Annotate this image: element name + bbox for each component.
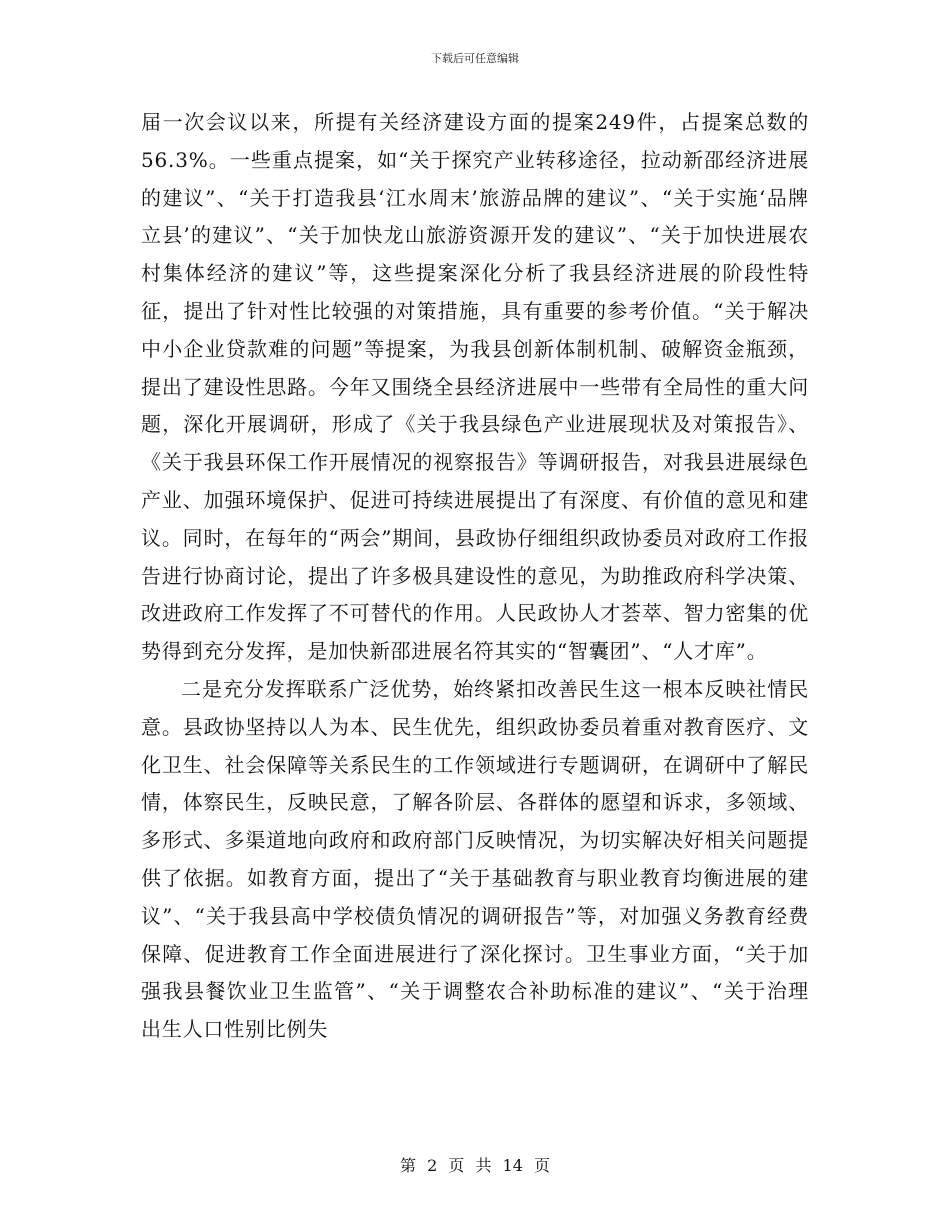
page-footer: 第 2 页 共 14 页 xyxy=(400,1156,550,1175)
document-body xyxy=(141,104,809,1049)
paragraph-1: 届一次会议以来，所提有关经济建设方面的提案249件，占提案总数的56.3%。一些重点提案，如“关于探究产业转移途径，拉动新邵经济进展的建议”、“关于打造我县‘江水周末’旅游品牌的建议”、“关于实施‘品牌立县’的建议”、“关于加快龙山旅游资源开发的建议”、“关于加快进展农村集体经济的建议”等，这些提案深化分析了我县经济进展的阶段性特征，提出了针对性比较强的对策措施，具有重要的参考价值。“关于解决中小企业贷款难的问题”等提案，为我县创新体制机制、破解资金瓶颈，提出了建设性思路。今年又围绕全县经济进展中一些带有全局性的重大问题，深化开展调研，形成了《关于我县绿色产业进展现状及对策报告》、《关于我县环保工作开展情况的视察报告》等调研报告，对我县进展绿色产业、加强环境保护、促进可持续进展提出了有深度、有价值的意见和建议。同时，在每年的“两会”期间，县政协仔细组织政协委员对政府工作报告进行协商讨论，提出了许多极具建设性的意见，为助推政府科学决策、改进政府工作发挥了不可替代的作用。人民政协人才荟萃、智力密集的优势得到充分发挥，是加快新邵进展名符其实的“智囊团”、“人才库”。 xyxy=(141,110,809,664)
page-header: 下载后可任意编辑 xyxy=(431,52,519,65)
paragraph-2: 二是充分发挥联系广泛优势，始终紧扣改善民生这一根本反映社情民意。县政协坚持以人为本、民生优先，组织政协委员着重对教育医疗、文化卫生、社会保障等关系民生的工作领域进行专题调研，在调研中了解民情，体察民生，反映民意，了解各阶层、各群体的愿望和诉求，多领域、多形式、多渠道地向政府和政府部门反映情况，为切实解决好相关问题提供了依据。如教育方面，提出了“关于基础教育与职业教育均衡进展的建议”、“关于我县高中学校债负情况的调研报告”等，对加强义务教育经费保障、促进教育工作全面进展进行了深化探讨。卫生事业方面，“关于加强我县餐饮业卫生监管”、“关于调整农合补助标准的建议”、“关于治理出生人口性别比例失 xyxy=(141,676,809,1042)
